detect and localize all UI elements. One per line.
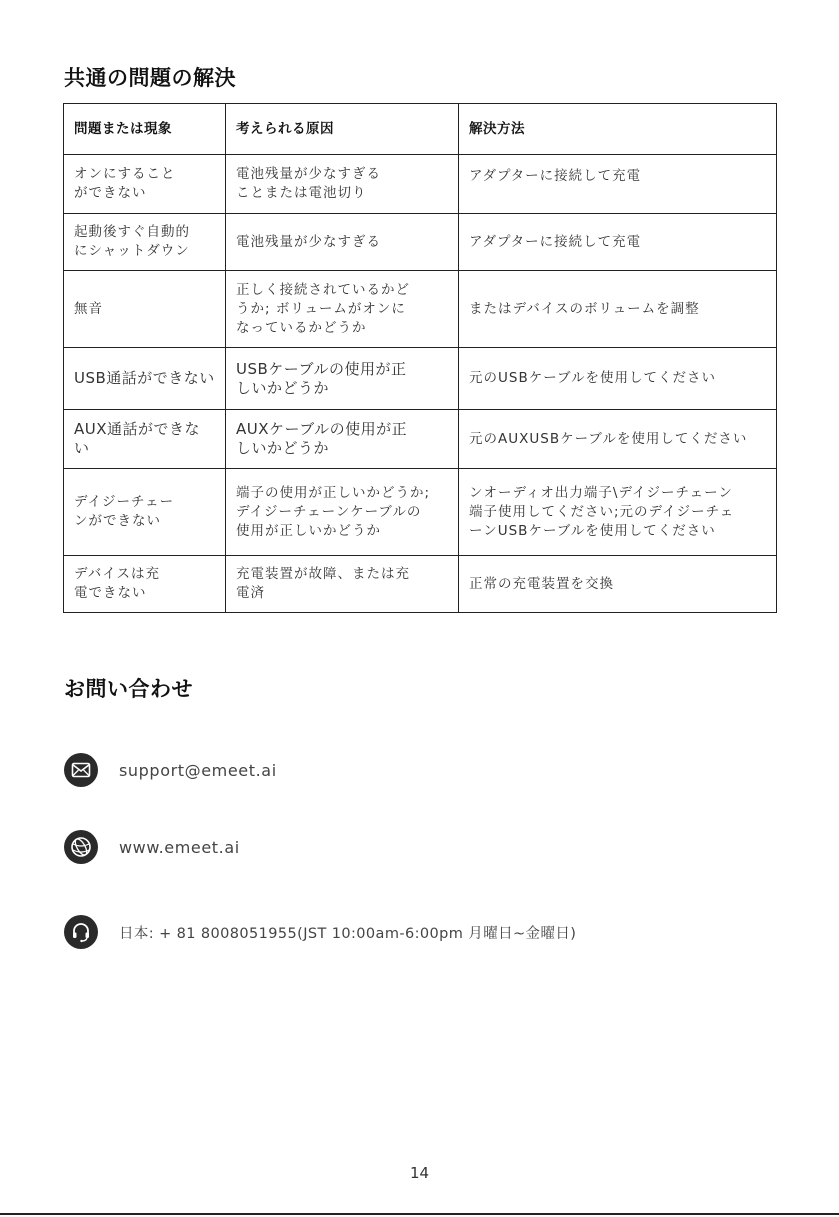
header-solution: 解決方法 <box>459 104 777 155</box>
table-row <box>64 348 777 410</box>
contact-title: お問い合わせ <box>64 677 193 701</box>
table-row <box>64 410 777 469</box>
cell-problem: 起動後すぐ自動的 にシャットダウン <box>64 214 226 271</box>
cell-cause: 電池残量が少なすぎる ことまたは電池切り <box>226 155 459 214</box>
troubleshooting-title: 共通の問題の解決 <box>64 66 236 90</box>
website-link[interactable]: www.emeet.ai <box>119 837 240 857</box>
globe-icon <box>64 830 98 864</box>
contact-email <box>64 752 277 788</box>
cell-cause: USBケーブルの使用が正 しいかどうか <box>226 348 459 410</box>
cell-problem: デイジーチェー ンができない <box>64 469 226 556</box>
cell-problem: 無音 <box>64 271 226 348</box>
header-problem: 問題または現象 <box>64 104 226 155</box>
troubleshooting-table <box>63 103 777 613</box>
cell-solution: ンオーディオ出力端子\デイジーチェーン 端子使用してください;元のデイジーチェ ーンUSBケーブルを使用してください <box>459 469 777 556</box>
page-number: 14 <box>409 1164 430 1182</box>
table-row <box>64 155 777 214</box>
table-row <box>64 271 777 348</box>
cell-solution: アダプターに接続して充電 <box>459 155 777 214</box>
cell-cause: 電池残量が少なすぎる <box>226 214 459 271</box>
cell-problem: オンにすること ができない <box>64 155 226 214</box>
cell-cause: AUXケーブルの使用が正 しいかどうか <box>226 410 459 469</box>
cell-problem: AUX通話ができない <box>64 410 226 469</box>
table-row <box>64 469 777 556</box>
table-row <box>64 214 777 271</box>
cell-cause: 充電装置が故障、または充 電済 <box>226 556 459 613</box>
mail-icon <box>64 753 98 787</box>
cell-solution: 元のUSBケーブルを使用してください <box>459 348 777 410</box>
bottom-rule <box>0 1213 839 1215</box>
cell-problem: デバイスは充 電できない <box>64 556 226 613</box>
table-header-row <box>64 104 777 155</box>
contact-phone <box>64 914 576 950</box>
table-row <box>64 556 777 613</box>
cell-problem: USB通話ができない <box>64 348 226 410</box>
cell-solution: またはデバイスのボリュームを調整 <box>459 271 777 348</box>
cell-cause: 正しく接続されているかど うか; ボリュームがオンに なっているかどうか <box>226 271 459 348</box>
cell-solution: 正常の充電装置を交換 <box>459 556 777 613</box>
cell-solution: アダプターに接続して充電 <box>459 214 777 271</box>
cell-solution: 元のAUXUSBケーブルを使用してください <box>459 410 777 469</box>
phone-text: 日本: + 81 8008051955(JST 10:00am-6:00pm 月曜日~金曜日) <box>119 925 577 942</box>
cell-cause: 端子の使用が正しいかどうか; デイジーチェーンケーブルの 使用が正しいかどうか <box>226 469 459 556</box>
header-cause: 考えられる原因 <box>226 104 459 155</box>
email-link[interactable]: support@emeet.ai <box>119 760 277 780</box>
headset-icon <box>64 915 98 949</box>
contact-website <box>64 829 240 865</box>
